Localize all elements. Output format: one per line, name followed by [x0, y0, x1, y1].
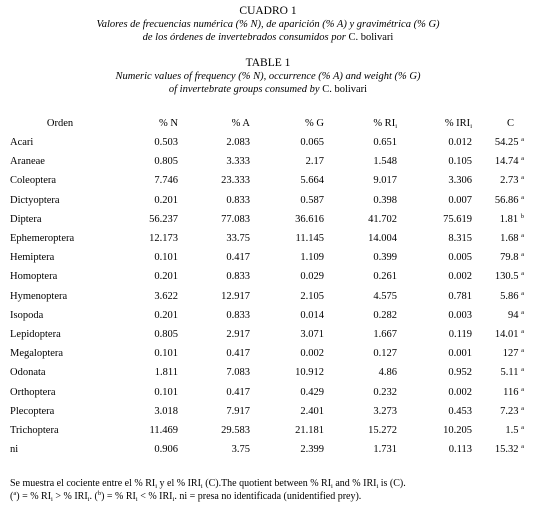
cell-c-mark: a: [521, 423, 524, 431]
table-row: [10, 402, 524, 421]
cell-iri: 0.003: [448, 309, 472, 321]
header-ri-sub: i: [395, 122, 397, 130]
cell-a: 0.833: [226, 271, 250, 283]
cell-n: 0.101: [154, 386, 178, 398]
cell-g: 2.401: [300, 405, 324, 417]
header-n: % N: [159, 117, 178, 129]
cell-orden: Odonata: [10, 367, 46, 379]
fn1-sub1: i: [155, 483, 158, 490]
cell-ri: 0.399: [373, 252, 397, 264]
table-row: [10, 267, 524, 286]
cell-c-mark: a: [521, 232, 524, 240]
header-iri-sub: i: [470, 122, 472, 130]
cell-c-mark: a: [521, 366, 524, 374]
cell-ri: 0.127: [373, 348, 397, 360]
cell-iri: 0.012: [448, 137, 472, 149]
cell-c-value: 56.86: [494, 194, 519, 206]
cell-c-mark: a: [521, 404, 524, 412]
cell-c-value: 5.11: [500, 367, 519, 379]
header-iri: [397, 113, 472, 133]
cell-n: 0.101: [154, 252, 178, 264]
cell-orden: Trichoptera: [10, 424, 59, 436]
fn1-b: y el % IRI: [157, 478, 201, 489]
fn1-sub3: i: [331, 483, 333, 490]
fn1-sub4: i: [376, 483, 379, 490]
caption-es-label: CUADRO 1: [239, 5, 297, 17]
cell-orden: ni: [10, 444, 19, 456]
cell-c-value: 94: [507, 309, 519, 321]
footnote-line2: [10, 490, 530, 503]
cell-g: 36.616: [295, 213, 324, 225]
cell-a: 0.833: [226, 194, 250, 206]
cell-ri: 3.273: [373, 405, 397, 417]
cell-c-mark: a: [521, 270, 524, 278]
fn2-sup2: b: [97, 490, 102, 497]
caption-es-line2-text: de los órdenes de invertebrados consumidos por: [142, 32, 346, 43]
cell-c: [472, 421, 524, 440]
table-row: [10, 382, 524, 401]
fn2-sub4: i: [172, 496, 175, 503]
cell-ri: 1.548: [373, 156, 397, 168]
cell-c-value: 14.74: [494, 156, 519, 168]
cell-c-value: 7.23: [500, 405, 519, 417]
cell-c-value: 130.5: [494, 271, 519, 283]
cell-c-mark: a: [521, 443, 524, 451]
table-row: [10, 210, 524, 229]
cell-g: 0.002: [300, 348, 324, 360]
table-row: [10, 440, 524, 459]
cell-iri: 0.119: [448, 328, 472, 340]
cell-iri: 0.005: [448, 252, 472, 264]
fn2-c: > % IRI: [52, 491, 88, 502]
cell-n: 0.201: [154, 309, 178, 321]
cell-n: 0.906: [154, 444, 178, 456]
fn1-a: Se muestra el cociente entre el % RI: [10, 478, 156, 489]
caption-en-line1: Numeric values of frequency (% N), occurrence (% A) and weight (% G): [115, 71, 421, 82]
cell-c-value: 1.81: [499, 213, 519, 225]
cell-orden: Ephemeroptera: [10, 233, 75, 245]
cell-c-value: 5.86: [500, 290, 519, 302]
table-row: [10, 306, 524, 325]
cell-a: 2.083: [226, 137, 250, 149]
cell-iri: 0.001: [448, 348, 472, 360]
fn1-e: is (C).: [378, 478, 406, 489]
cell-a: 77.083: [221, 213, 250, 225]
cell-ri: 0.651: [373, 137, 397, 149]
cell-ri: 4.575: [373, 290, 397, 302]
cell-g: 0.429: [300, 386, 324, 398]
cell-n: 0.503: [154, 137, 178, 149]
cell-a: 29.583: [221, 424, 250, 436]
cell-g: 0.065: [300, 137, 324, 149]
table-row: [10, 229, 524, 248]
fn2-a: (: [10, 491, 14, 502]
table-row: [10, 344, 524, 363]
cell-g: 10.912: [295, 367, 324, 379]
cell-ri: 9.017: [373, 175, 397, 187]
fn1-sub2: i: [200, 483, 203, 490]
cell-orden: Araneae: [10, 156, 45, 168]
cell-ri: 14.004: [368, 233, 397, 245]
cell-n: 0.805: [154, 328, 178, 340]
cell-c-value: 1.68: [500, 233, 519, 245]
cell-orden: Orthoptera: [10, 386, 56, 398]
table-header-row: [10, 113, 524, 133]
table-row: [10, 191, 524, 210]
cell-orden: Plecoptera: [10, 405, 55, 417]
table-row: [10, 133, 524, 152]
cell-g: 2.17: [305, 156, 324, 168]
cell-c: [472, 325, 524, 344]
cell-c: [472, 287, 524, 306]
caption-en-label: TABLE 1: [245, 57, 291, 69]
cell-c-value: 14.01: [494, 328, 519, 340]
cell-orden: Dictyoptera: [10, 194, 60, 206]
cell-a: 23.333: [221, 175, 250, 187]
cell-a: 33.75: [226, 233, 250, 245]
diet-table: [10, 113, 524, 459]
cell-iri: 8.315: [448, 233, 472, 245]
fn2-sub3: i: [135, 496, 138, 503]
cell-iri: 3.306: [448, 175, 472, 187]
cell-ri: 4.86: [378, 367, 397, 379]
cell-g: 0.014: [300, 309, 324, 321]
cell-orden: Hymenoptera: [10, 290, 68, 302]
cell-g: 0.029: [300, 271, 324, 283]
cell-c: [472, 152, 524, 171]
cell-g: 3.071: [300, 328, 324, 340]
footnote-line1: [10, 477, 530, 490]
cell-c-mark: a: [521, 327, 524, 335]
fn2-e: ) = % RI: [101, 491, 136, 502]
cell-c-value: 54.25: [494, 137, 519, 149]
cell-c-mark: a: [521, 347, 524, 355]
cell-orden: Homoptera: [10, 271, 58, 283]
cell-ri: 0.232: [373, 386, 397, 398]
cell-g: 2.105: [300, 290, 324, 302]
cell-n: 1.811: [154, 367, 178, 379]
cell-a: 2.917: [226, 328, 250, 340]
caption-es-line2: [0, 31, 536, 44]
cell-c: [472, 402, 524, 421]
cell-a: 7.083: [226, 367, 250, 379]
table-body: [10, 133, 524, 459]
cell-c: [472, 191, 524, 210]
caption-es-line1: Valores de frecuencias numérica (% N), de aparición (% A) y gravimétrica (% G): [96, 19, 440, 30]
cell-g: 2.399: [300, 444, 324, 456]
cell-ri: 0.261: [373, 271, 397, 283]
header-orden: Orden: [46, 117, 74, 129]
cell-c: [472, 248, 524, 267]
cell-c-value: 15.32: [494, 444, 519, 456]
cell-n: 3.622: [154, 290, 178, 302]
cell-c-mark: a: [521, 385, 524, 393]
header-ri-text: % RI: [373, 117, 396, 129]
cell-n: 11.469: [149, 424, 178, 436]
cell-c: [472, 267, 524, 286]
cell-c-mark: b: [520, 212, 524, 220]
cell-a: 0.417: [226, 386, 250, 398]
table-row: [10, 152, 524, 171]
cell-c-value: 1.5: [505, 424, 519, 436]
fn1-c: (C).The quotient between % RI: [202, 478, 332, 489]
cell-c-mark: a: [521, 193, 524, 201]
cell-c-mark: a: [521, 155, 524, 163]
cell-g: 5.664: [300, 175, 324, 187]
cell-c: [472, 229, 524, 248]
cell-c-value: 2.73: [500, 175, 519, 187]
cell-ri: 0.398: [373, 194, 397, 206]
cell-c: [472, 306, 524, 325]
cell-ri: 0.282: [373, 309, 397, 321]
cell-iri: 0.002: [448, 271, 472, 283]
cell-c-value: 79.8: [500, 252, 519, 264]
cell-ri: 41.702: [368, 213, 397, 225]
cell-a: 0.417: [226, 348, 250, 360]
cell-g: 11.145: [295, 233, 324, 245]
cell-a: 0.833: [226, 309, 250, 321]
table-row: [10, 171, 524, 190]
cell-iri: 0.781: [448, 290, 472, 302]
cell-n: 7.746: [154, 175, 178, 187]
table-row: [10, 248, 524, 267]
cell-n: 12.173: [149, 233, 178, 245]
cell-iri: 10.205: [443, 424, 472, 436]
cell-n: 0.805: [154, 156, 178, 168]
cell-g: 1.109: [300, 252, 324, 264]
cell-a: 12.917: [221, 290, 250, 302]
cell-n: 0.201: [154, 271, 178, 283]
cell-ri: 1.731: [373, 444, 397, 456]
cell-n: 0.101: [154, 348, 178, 360]
fn2-sup1: a: [13, 490, 17, 497]
fn2-sub1: i: [51, 496, 53, 503]
cell-c: [472, 171, 524, 190]
cell-c: [472, 363, 524, 382]
fn2-g: . ni = presa no identificada (unidentified prey).: [174, 491, 362, 502]
fn2-sub2: i: [87, 496, 90, 503]
cell-c: [472, 133, 524, 152]
fn2-f: < % IRI: [137, 491, 173, 502]
cell-c: [472, 440, 524, 459]
cell-c-mark: a: [521, 289, 524, 297]
fn2-d: . (: [89, 491, 98, 502]
caption-en-species: C. bolivari: [322, 84, 368, 95]
cell-a: 7.917: [226, 405, 250, 417]
cell-iri: 0.105: [448, 156, 472, 168]
cell-c-mark: a: [521, 174, 524, 182]
cell-orden: Lepidoptera: [10, 328, 61, 340]
table-row: [10, 363, 524, 382]
cell-orden: Acari: [10, 137, 34, 149]
cell-orden: Diptera: [10, 213, 42, 225]
cell-ri: 1.667: [373, 328, 397, 340]
cell-g: 0.587: [300, 194, 324, 206]
table-row: [10, 325, 524, 344]
cell-iri: 0.002: [448, 386, 472, 398]
cell-n: 56.237: [149, 213, 178, 225]
cell-g: 21.181: [295, 424, 324, 436]
cell-iri: 75.619: [443, 213, 472, 225]
header-iri-text: % IRI: [444, 117, 471, 129]
caption-en-line2: [0, 83, 536, 96]
cell-c-value: 127: [502, 348, 519, 360]
cell-n: 0.201: [154, 194, 178, 206]
header-c: C: [506, 117, 514, 129]
cell-a: 0.417: [226, 252, 250, 264]
cell-c: [472, 382, 524, 401]
header-g: % G: [305, 117, 324, 129]
caption-en-line2-text: of invertebrate groups consumed by: [168, 84, 320, 95]
fn1-d: and % IRI: [332, 478, 377, 489]
cell-iri: 0.113: [448, 444, 472, 456]
cell-c: [472, 210, 524, 229]
cell-c-mark: a: [521, 136, 524, 144]
cell-orden: Hemiptera: [10, 252, 55, 264]
cell-orden: Isopoda: [10, 309, 44, 321]
cell-c-mark: a: [521, 308, 524, 316]
table-row: [10, 287, 524, 306]
cell-iri: 0.952: [448, 367, 472, 379]
header-a: % A: [231, 117, 250, 129]
cell-a: 3.75: [231, 444, 250, 456]
cell-orden: Megaloptera: [10, 348, 64, 360]
cell-iri: 0.007: [448, 194, 472, 206]
cell-a: 3.333: [226, 156, 250, 168]
table-row: [10, 421, 524, 440]
cell-c-mark: a: [521, 251, 524, 259]
header-ri: [324, 113, 397, 133]
cell-orden: Coleoptera: [10, 175, 57, 187]
cell-iri: 0.453: [448, 405, 472, 417]
cell-c: [472, 344, 524, 363]
cell-n: 3.018: [154, 405, 178, 417]
cell-ri: 15.272: [368, 424, 397, 436]
caption-es-species: C. bolivari: [348, 32, 394, 43]
fn2-b: ) = % RI: [16, 491, 52, 502]
cell-c-value: 116: [503, 386, 519, 398]
